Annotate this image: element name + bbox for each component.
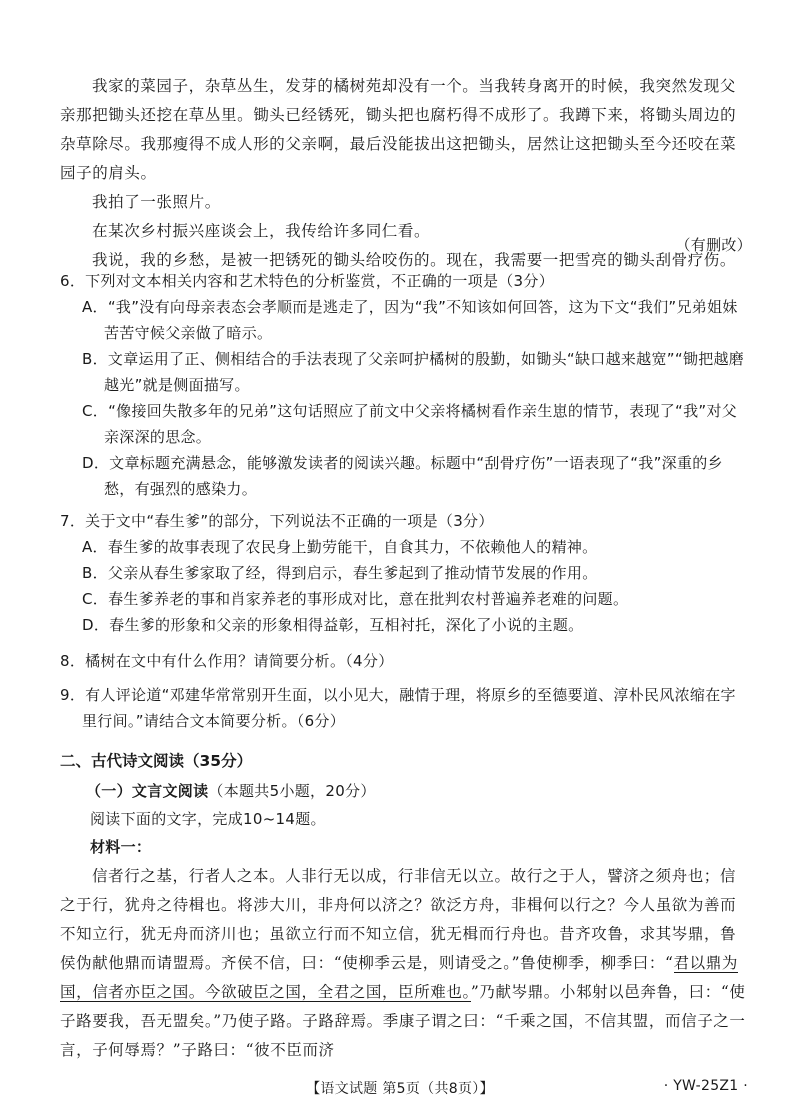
question-9 — [60, 682, 750, 734]
abridged-note: （有删改） — [675, 236, 752, 254]
question-stem: 7．关于文中“春生爹”的部分，下列说法不正确的一项是（3分） — [60, 512, 494, 530]
section-2 — [60, 748, 750, 1065]
subsection-title-rest: （本题共5小题，20分） — [208, 782, 376, 800]
passage-paragraph: 我拍了一张照片。 — [92, 193, 221, 211]
subsection-title — [86, 778, 750, 804]
exam-code: · YW-25Z1 · — [663, 1078, 748, 1094]
passage-paragraph: 在某次乡村振兴座谈会上，我传给许多同仁看。 — [92, 222, 431, 240]
material-text — [60, 862, 750, 1065]
option-a: A．春生爹的故事表现了农民身上勤劳能干，自食其力，不依赖他人的精神。 — [82, 538, 598, 556]
page-number: 【语文试题 第5页（共8页）】 — [306, 1081, 494, 1097]
underlined-sentence: 君以鼎为国，信者亦臣之国。今欲破臣之国，全君之国，臣所难也。 — [60, 954, 738, 1001]
option-b: B．文章运用了正、侧相结合的手法表现了父亲呵护橘树的殷勤，如锄头“缺口越来越宽”“锄把越磨越光”就是侧面描写。 — [82, 350, 745, 394]
material-label: 材料一： — [90, 838, 152, 856]
passage-ending — [60, 72, 750, 275]
option-d: D．春生爹的形象和父亲的形象相得益彰，互相衬托，深化了小说的主题。 — [82, 616, 584, 634]
material-text-pre: 信者行之基，行者人之本。人非行无以成，行非信无以立。故行之于人，譬济之须舟也；信之于行，犹舟之待楫也。将涉大川，非舟何以济之？欲泛方舟，非楫何以行之？今人虽欲为善而不知立行，犹无舟而济川也；虽欲立行而不知立信，犹无楫而行舟也。昔齐攻鲁，求其岑鼎，鲁侯伪献他鼎而请盟焉。齐侯不信，曰：“使柳季云是，则请受之。”鲁使柳季，柳季曰：“ — [60, 867, 737, 972]
option-c: C．春生爹养老的事和肖家养老的事形成对比，意在批判农村普遍养老难的问题。 — [82, 590, 629, 608]
reading-instruction: 阅读下面的文字，完成10~14题。 — [90, 810, 326, 828]
subsection-title-bold: （一）文言文阅读 — [86, 782, 209, 800]
passage-paragraph: 我说，我的乡愁，是被一把锈死的锄头给咬伤的。现在，我需要一把雪亮的锄头刮骨疗伤。 — [92, 251, 737, 269]
question-8 — [60, 648, 750, 674]
passage-paragraph: 我家的菜园子，杂草丛生，发芽的橘树苑却没有一个。当我转身离开的时候，我突然发现父亲那把锄头还挖在草丛里。锄头已经锈死，锄头把也腐朽得不成形了。我蹲下来，将锄头周边的杂草除尽。我那瘦得不成人形的父亲啊，最后没能拔出这把锄头，居然让这把锄头至今还咬在菜园子的肩头。 — [60, 77, 737, 182]
question-stem: 8．橘树在文中有什么作用？请简要分析。（4分） — [60, 652, 394, 670]
question-6 — [60, 268, 750, 502]
question-stem: 9．有人评论道“邓建华常常别开生面，以小见大，融情于理，将原乡的至德要道、淳朴民风浓缩在字里行间。”请结合文本简要分析。（6分） — [60, 686, 736, 730]
option-d: D．文章标题充满悬念，能够激发读者的阅读兴趣。标题中“刮骨疗伤”一语表现了“我”深重的乡愁，有强烈的感染力。 — [82, 454, 723, 498]
option-b: B．父亲从春生爹家取了经，得到启示，春生爹起到了推动情节发展的作用。 — [82, 564, 598, 582]
material-text-post: ”乃献岑鼎。小邾射以邑奔鲁，曰：“使子路要我，吾无盟矣。”乃使子路。子路辞焉。季康子谓之曰：“千乘之国，不信其盟，而信子之一言，子何辱焉？”子路曰：“彼不臣而济 — [60, 983, 746, 1059]
option-a: A．“我”没有向母亲表态会孝顺而是逃走了，因为“我”不知该如何回答，这为下文“我们”兄弟姐妹苦苦守候父亲做了暗示。 — [82, 298, 738, 342]
option-c: C．“像接回失散多年的兄弟”这句话照应了前文中父亲将橘树看作亲生崽的情节，表现了“我”对父亲深深的思念。 — [82, 402, 738, 446]
section-title: 二、古代诗文阅读（35分） — [60, 752, 253, 770]
question-7 — [60, 508, 750, 638]
question-stem: 6．下列对文本相关内容和艺术特色的分析鉴赏，不正确的一项是（3分） — [60, 272, 554, 290]
